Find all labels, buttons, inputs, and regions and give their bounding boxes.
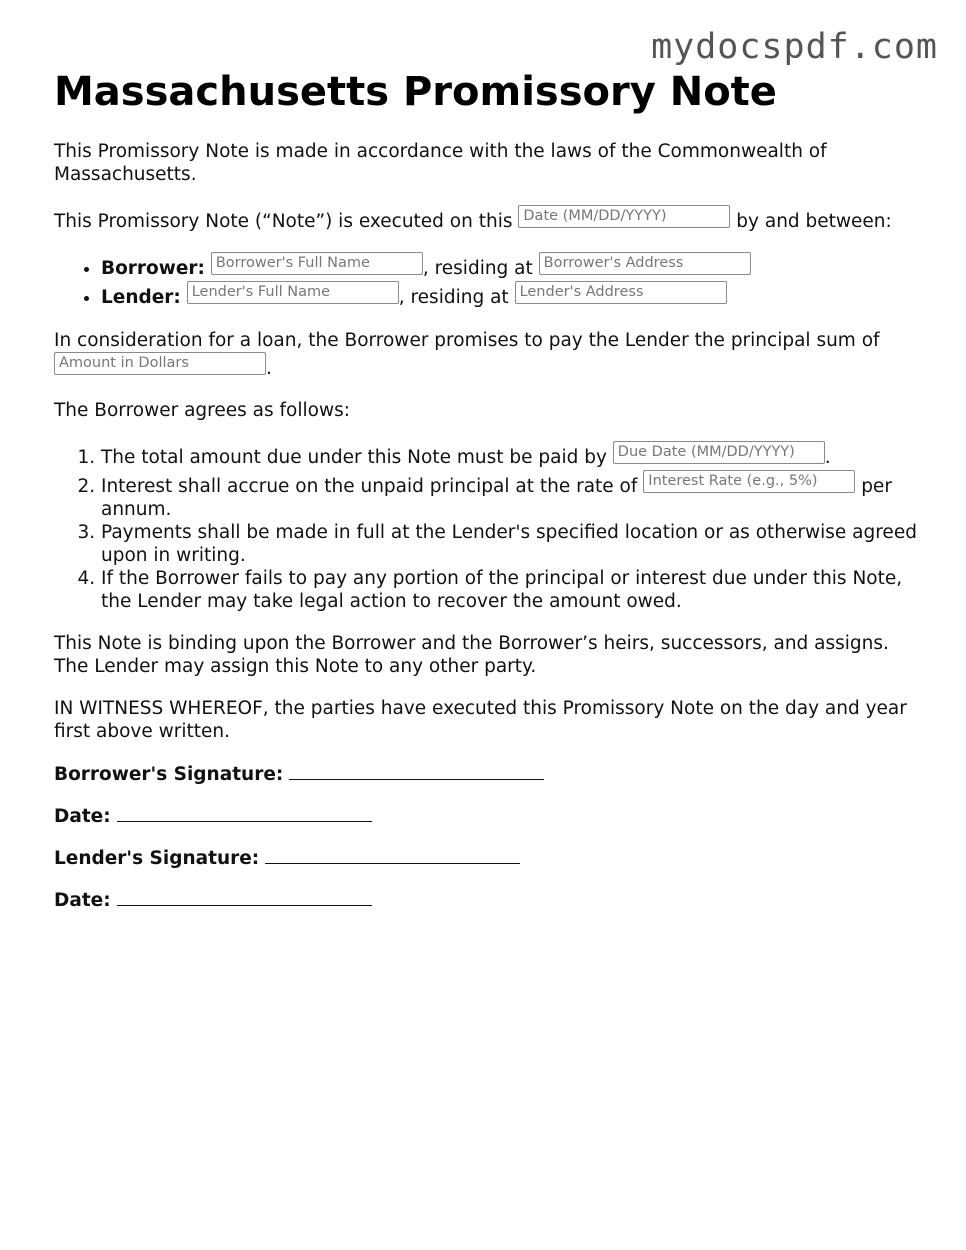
lender-signature-label: Lender's Signature: [54, 848, 260, 869]
intro-paragraph: This Promissory Note is made in accordance with the laws of the Commonwealth of Massachusetts. [54, 141, 827, 185]
borrower-label: Borrower: [101, 258, 205, 279]
term-item-payments: 3. Payments shall be made in full at the Lender's specified location or as otherwise agreed upon in writing. [101, 521, 924, 567]
term-2-end: per annum. [101, 476, 892, 520]
list-item-borrower [101, 252, 924, 281]
terms-list [54, 441, 924, 613]
document-title: Massachusetts Promissory Note [54, 69, 777, 115]
borrower-address-field[interactable]: Borrower's Address [539, 252, 751, 275]
consideration-text: In consideration for a loan, the Borrower promises to pay the Lender the principal sum of [54, 330, 880, 351]
lender-address-field[interactable]: Lender's Address [515, 281, 727, 304]
list-item-lender [101, 281, 924, 310]
term-item-default: 4. If the Borrower fails to pay any portion of the principal or interest due under this Note, the Lender may take legal action to recover the amount owed. [101, 567, 924, 613]
lender-date-line [54, 888, 924, 912]
watermark: mydocspdf.com [651, 27, 938, 67]
lender-date-label: Date: [54, 890, 111, 911]
due-date-field[interactable]: Due Date (MM/DD/YYYY) [613, 441, 825, 464]
term-1-end: . [824, 447, 831, 468]
parties-list [54, 252, 924, 310]
borrower-date-field[interactable] [117, 804, 372, 822]
borrower-residing-text: , residing at [422, 258, 533, 279]
lender-label: Lender: [101, 287, 181, 308]
interest-rate-field[interactable]: Interest Rate (e.g., 5%) [643, 470, 855, 493]
borrower-date-label: Date: [54, 806, 111, 827]
witness-paragraph: IN WITNESS WHEREOF, the parties have executed this Promissory Note on the day and year first above written. [54, 698, 907, 742]
term-2-text: Interest shall accrue on the unpaid principal at the rate of [101, 476, 638, 497]
term-item-due-date [101, 441, 924, 470]
binding-paragraph: This Note is binding upon the Borrower and the Borrower’s heirs, successors, and assigns. The Lender may assign this Note to any other party. [54, 633, 889, 677]
borrower-date-line [54, 804, 924, 828]
document-page [54, 70, 924, 930]
borrower-signature-label: Borrower's Signature: [54, 764, 284, 785]
consideration-end: . [266, 358, 272, 379]
agrees-paragraph: The Borrower agrees as follows: [54, 400, 350, 421]
execution-date-field[interactable]: Date (MM/DD/YYYY) [518, 205, 730, 228]
borrower-name-field[interactable]: Borrower's Full Name [211, 252, 423, 275]
lender-signature-line [54, 846, 924, 870]
lender-name-field[interactable]: Lender's Full Name [187, 281, 399, 304]
lender-signature-field[interactable] [265, 846, 520, 864]
execution-paragraph [54, 205, 924, 233]
term-1-text: The total amount due under this Note must be paid by [101, 447, 607, 468]
execution-text: This Promissory Note (“Note”) is executed on this [54, 211, 513, 232]
term-item-interest [101, 470, 924, 521]
borrower-signature-field[interactable] [289, 762, 544, 780]
lender-residing-text: , residing at [398, 287, 509, 308]
execution-text-after: by and between: [736, 211, 892, 232]
borrower-signature-line [54, 762, 924, 786]
principal-amount-field[interactable]: Amount in Dollars [54, 352, 266, 375]
lender-date-field[interactable] [117, 888, 372, 906]
consideration-paragraph [54, 329, 924, 380]
